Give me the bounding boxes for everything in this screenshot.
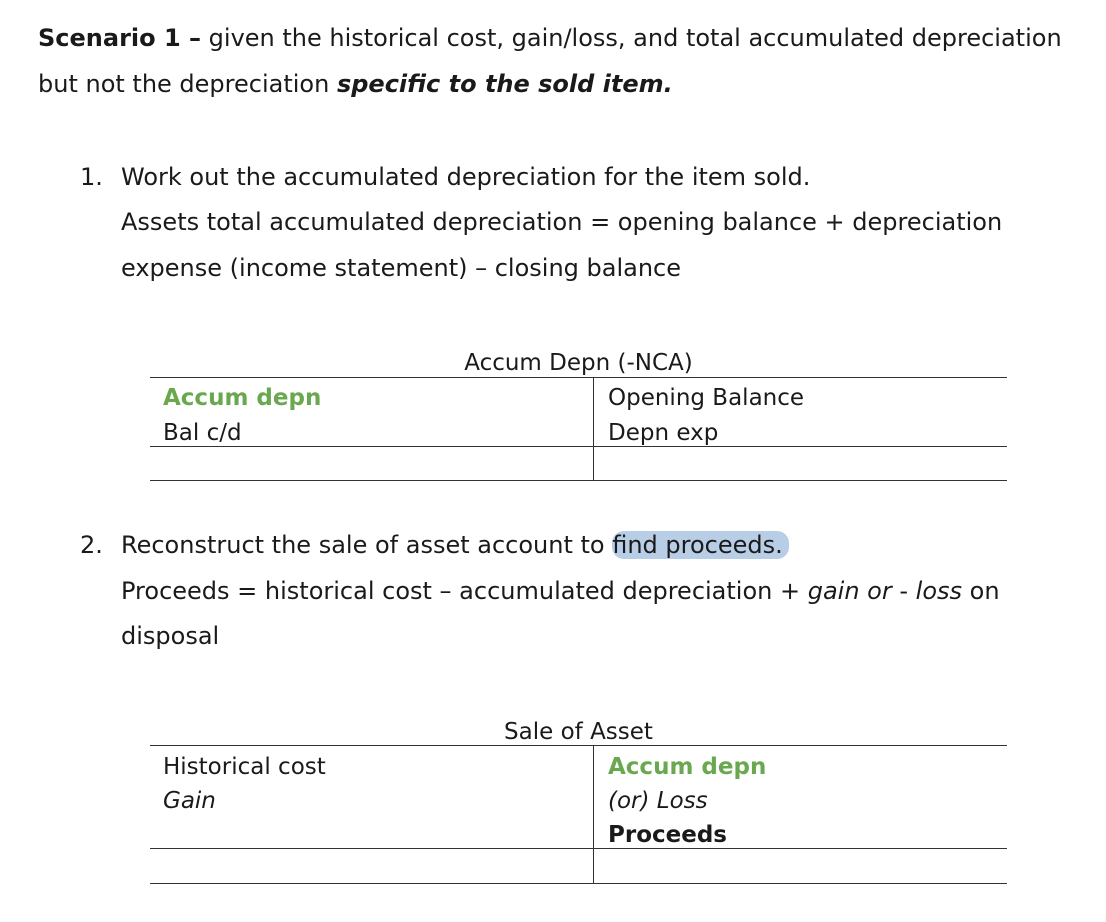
- accum-depn-t-account: [150, 345, 1007, 485]
- step2-formula-loss: loss: [915, 577, 963, 605]
- table2-total-rule: [150, 848, 1007, 849]
- table2-title: Sale of Asset: [504, 719, 653, 745]
- table1-total-rule: [150, 446, 1007, 447]
- scenario-heading-line2: [38, 69, 673, 99]
- step2-formula-pre: Proceeds = historical cost – accumulated depreciation +: [121, 577, 808, 605]
- scenario-text-2: but not the depreciation: [38, 70, 337, 98]
- step2-title-text: Reconstruct the sale of asset account to: [121, 531, 613, 559]
- step1-number: 1.: [80, 163, 103, 191]
- table1-left-bal-cd: Bal c/d: [163, 420, 242, 446]
- step1-formula-line1: Assets total accumulated depreciation = opening balance + depreciation: [121, 208, 1003, 236]
- scenario-text-1: given the historical cost, gain/loss, and total accumulated depreciation: [201, 24, 1062, 52]
- scenario-emphasis: specific to the sold item.: [336, 70, 673, 98]
- step2-title: [121, 530, 789, 560]
- step2-formula-line2: disposal: [121, 622, 220, 650]
- step2-title-highlight: find proceeds.: [612, 531, 789, 559]
- table2-right-proceeds: Proceeds: [608, 822, 727, 848]
- table2-right-loss: (or) Loss: [608, 788, 708, 814]
- sale-of-asset-t-account: [150, 715, 1007, 890]
- table2-bottom-rule: [150, 883, 1007, 884]
- table1-right-opening-balance: Opening Balance: [608, 385, 805, 411]
- scenario-label: Scenario 1 –: [38, 24, 202, 52]
- step2-formula-gain: gain or: [807, 577, 892, 605]
- table1-right-depn-exp: Depn exp: [608, 420, 719, 446]
- scenario-heading-line1: [38, 23, 1062, 53]
- table2-divider: [593, 745, 594, 883]
- table2-right-accum-depn: Accum depn: [608, 754, 767, 780]
- step1-formula-line2: expense (income statement) – closing balance: [121, 254, 682, 282]
- table2-left-gain: Gain: [163, 788, 216, 814]
- table2-top-rule: [150, 745, 1007, 746]
- table1-left-accum-depn: Accum depn: [163, 385, 322, 411]
- table1-divider: [593, 377, 594, 480]
- step2-formula-line1: [121, 576, 1000, 606]
- table2-left-historical-cost: Historical cost: [163, 754, 326, 780]
- table1-bottom-rule: [150, 480, 1007, 481]
- table1-top-rule: [150, 377, 1007, 378]
- step2-formula-post: on: [962, 577, 1000, 605]
- table1-title: Accum Depn (-NCA): [464, 350, 693, 376]
- step2-formula-mid: -: [891, 577, 916, 605]
- step1-title: Work out the accumulated depreciation for the item sold.: [121, 163, 811, 191]
- step2-number: 2.: [80, 531, 103, 559]
